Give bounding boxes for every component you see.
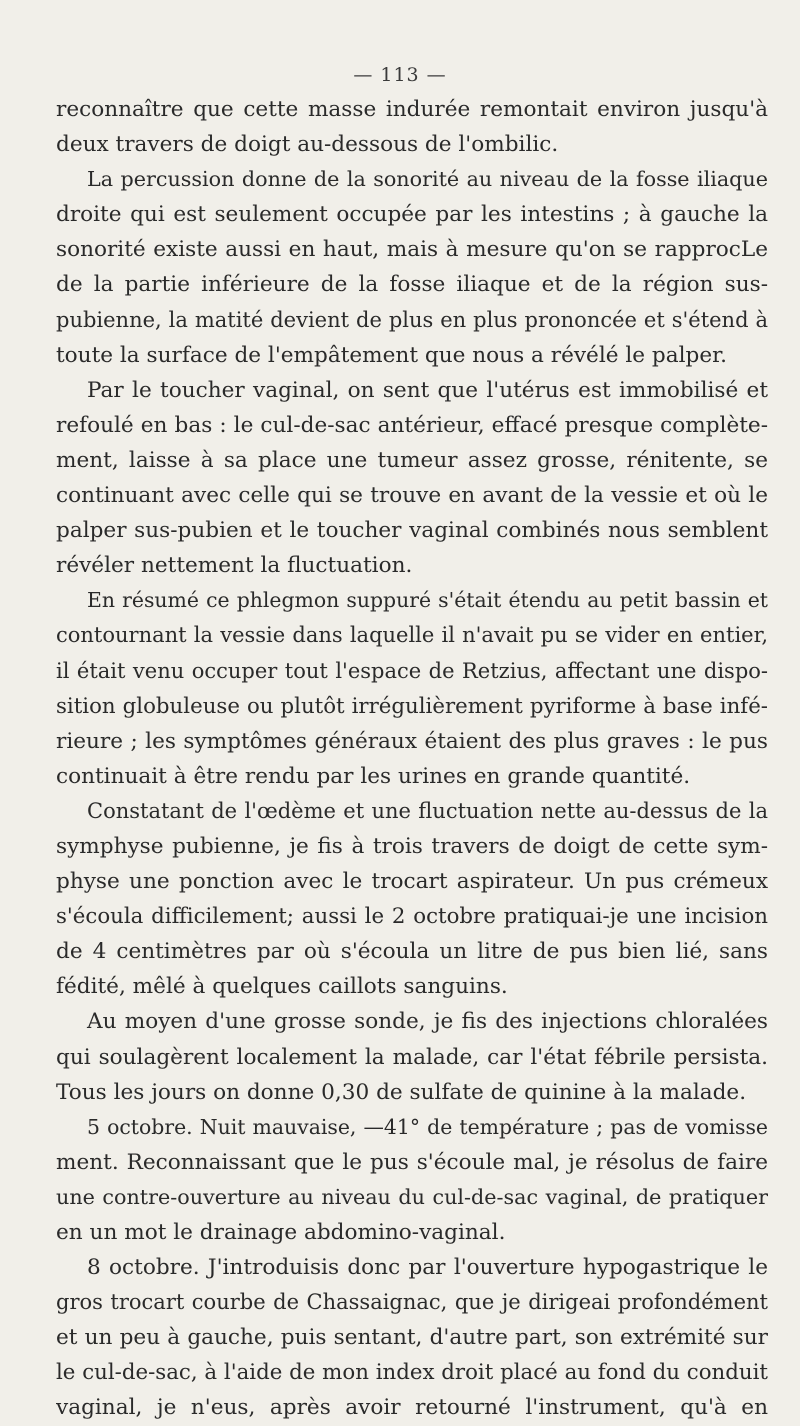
text-line: vaginal, je n'eus, après avoir retourné l'instrument, qu'à en bbox=[56, 1395, 768, 1421]
text-line: continuait à être rendu par les urines en grande quantité. bbox=[56, 763, 691, 789]
text-line: 8 octobre. J'introduisis donc par l'ouverture hypogastrique le bbox=[87, 1255, 768, 1281]
body-text bbox=[56, 92, 768, 1426]
text-line: pubienne, la matité devient de plus en plus prononcée et s'étend à bbox=[56, 307, 768, 332]
text-line: ment. Reconnaissant que le pus s'écoule mal, je résolus de faire bbox=[56, 1149, 768, 1175]
text-line: contournant la vessie dans laquelle il n'avait pu se vider en entier, bbox=[56, 623, 768, 648]
text-line: en un mot le drainage abdomino-vaginal. bbox=[56, 1220, 506, 1245]
text-line: gros trocart courbe de Chassaignac, que je dirigeai profondément bbox=[56, 1290, 768, 1315]
text-line: sonorité existe aussi en haut, mais à mesure qu'on se rapprocLe bbox=[56, 237, 768, 263]
text-line: La percussion donne de la sonorité au niveau de la fosse iliaque bbox=[87, 167, 768, 192]
text-line: palper sus-pubien et le toucher vaginal combinés nous semblent bbox=[56, 518, 768, 544]
text-line: En résumé ce phlegmon suppuré s'était étendu au petit bassin et bbox=[87, 588, 768, 613]
text-line: 5 octobre. Nuit mauvaise, —41° de température ; pas de vomisse bbox=[87, 1114, 768, 1139]
text-line: Tous les jours on donne 0,30 de sulfate de quinine à la malade. bbox=[56, 1079, 747, 1105]
text-line: droite qui est seulement occupée par les intestins ; à gauche la bbox=[56, 202, 768, 228]
text-line: s'écoula difficilement; aussi le 2 octobre pratiquai-je une incision bbox=[56, 904, 768, 930]
text-line: reconnaître que cette masse indurée remontait environ jusqu'à bbox=[56, 97, 768, 122]
text-line: toute la surface de l'empâtement que nous a révélé le palper. bbox=[56, 342, 727, 368]
text-line: Constatant de l'œdème et une fluctuation nette au-dessus de la bbox=[87, 798, 768, 823]
text-line: continuant avec celle qui se trouve en avant de la vessie et où le bbox=[56, 483, 768, 509]
text-line: deux travers de doigt au-dessous de l'ombilic. bbox=[56, 132, 559, 158]
text-line: il était venu occuper tout l'espace de Retzius, affectant une dispo- bbox=[56, 658, 768, 683]
text-line: sition globuleuse ou plutôt irrégulièrement pyriforme à base infé- bbox=[56, 693, 768, 719]
text-line: Par le toucher vaginal, on sent que l'utérus est immobilisé et bbox=[87, 377, 768, 403]
text-line: révéler nettement la fluctuation. bbox=[56, 553, 413, 579]
text-line: refoulé en bas : le cul-de-sac antérieur, effacé presque complète- bbox=[56, 412, 768, 438]
text-line: une contre-ouverture au niveau du cul-de-sac vaginal, de pratiquer bbox=[56, 1184, 768, 1209]
text-line: de la partie inférieure de la fosse iliaque et de la région sus- bbox=[56, 272, 768, 298]
page-number: — 113 — bbox=[353, 64, 447, 86]
text-line: de 4 centimètres par où s'écoula un litre de pus bien lié, sans bbox=[56, 939, 768, 965]
text-line: symphyse pubienne, je fis à trois travers de doigt de cette sym- bbox=[56, 833, 768, 859]
text-line: ment, laisse à sa place une tumeur assez grosse, rénitente, se bbox=[56, 447, 768, 473]
text-line: fédité, mêlé à quelques caillots sanguins. bbox=[56, 974, 508, 1000]
text-line: et un peu à gauche, puis sentant, d'autre part, son extrémité sur bbox=[56, 1325, 768, 1351]
text-line: rieure ; les symptômes généraux étaient des plus graves : le pus bbox=[56, 728, 768, 754]
text-line: Au moyen d'une grosse sonde, je fis des injections chloralées bbox=[87, 1009, 768, 1035]
text-line: le cul-de-sac, à l'aide de mon index droit placé au fond du conduit bbox=[56, 1360, 768, 1386]
text-line: qui soulagèrent localement la malade, car l'état fébrile persista. bbox=[56, 1044, 768, 1070]
text-line: physe une ponction avec le trocart aspirateur. Un pus crémeux bbox=[56, 869, 768, 895]
